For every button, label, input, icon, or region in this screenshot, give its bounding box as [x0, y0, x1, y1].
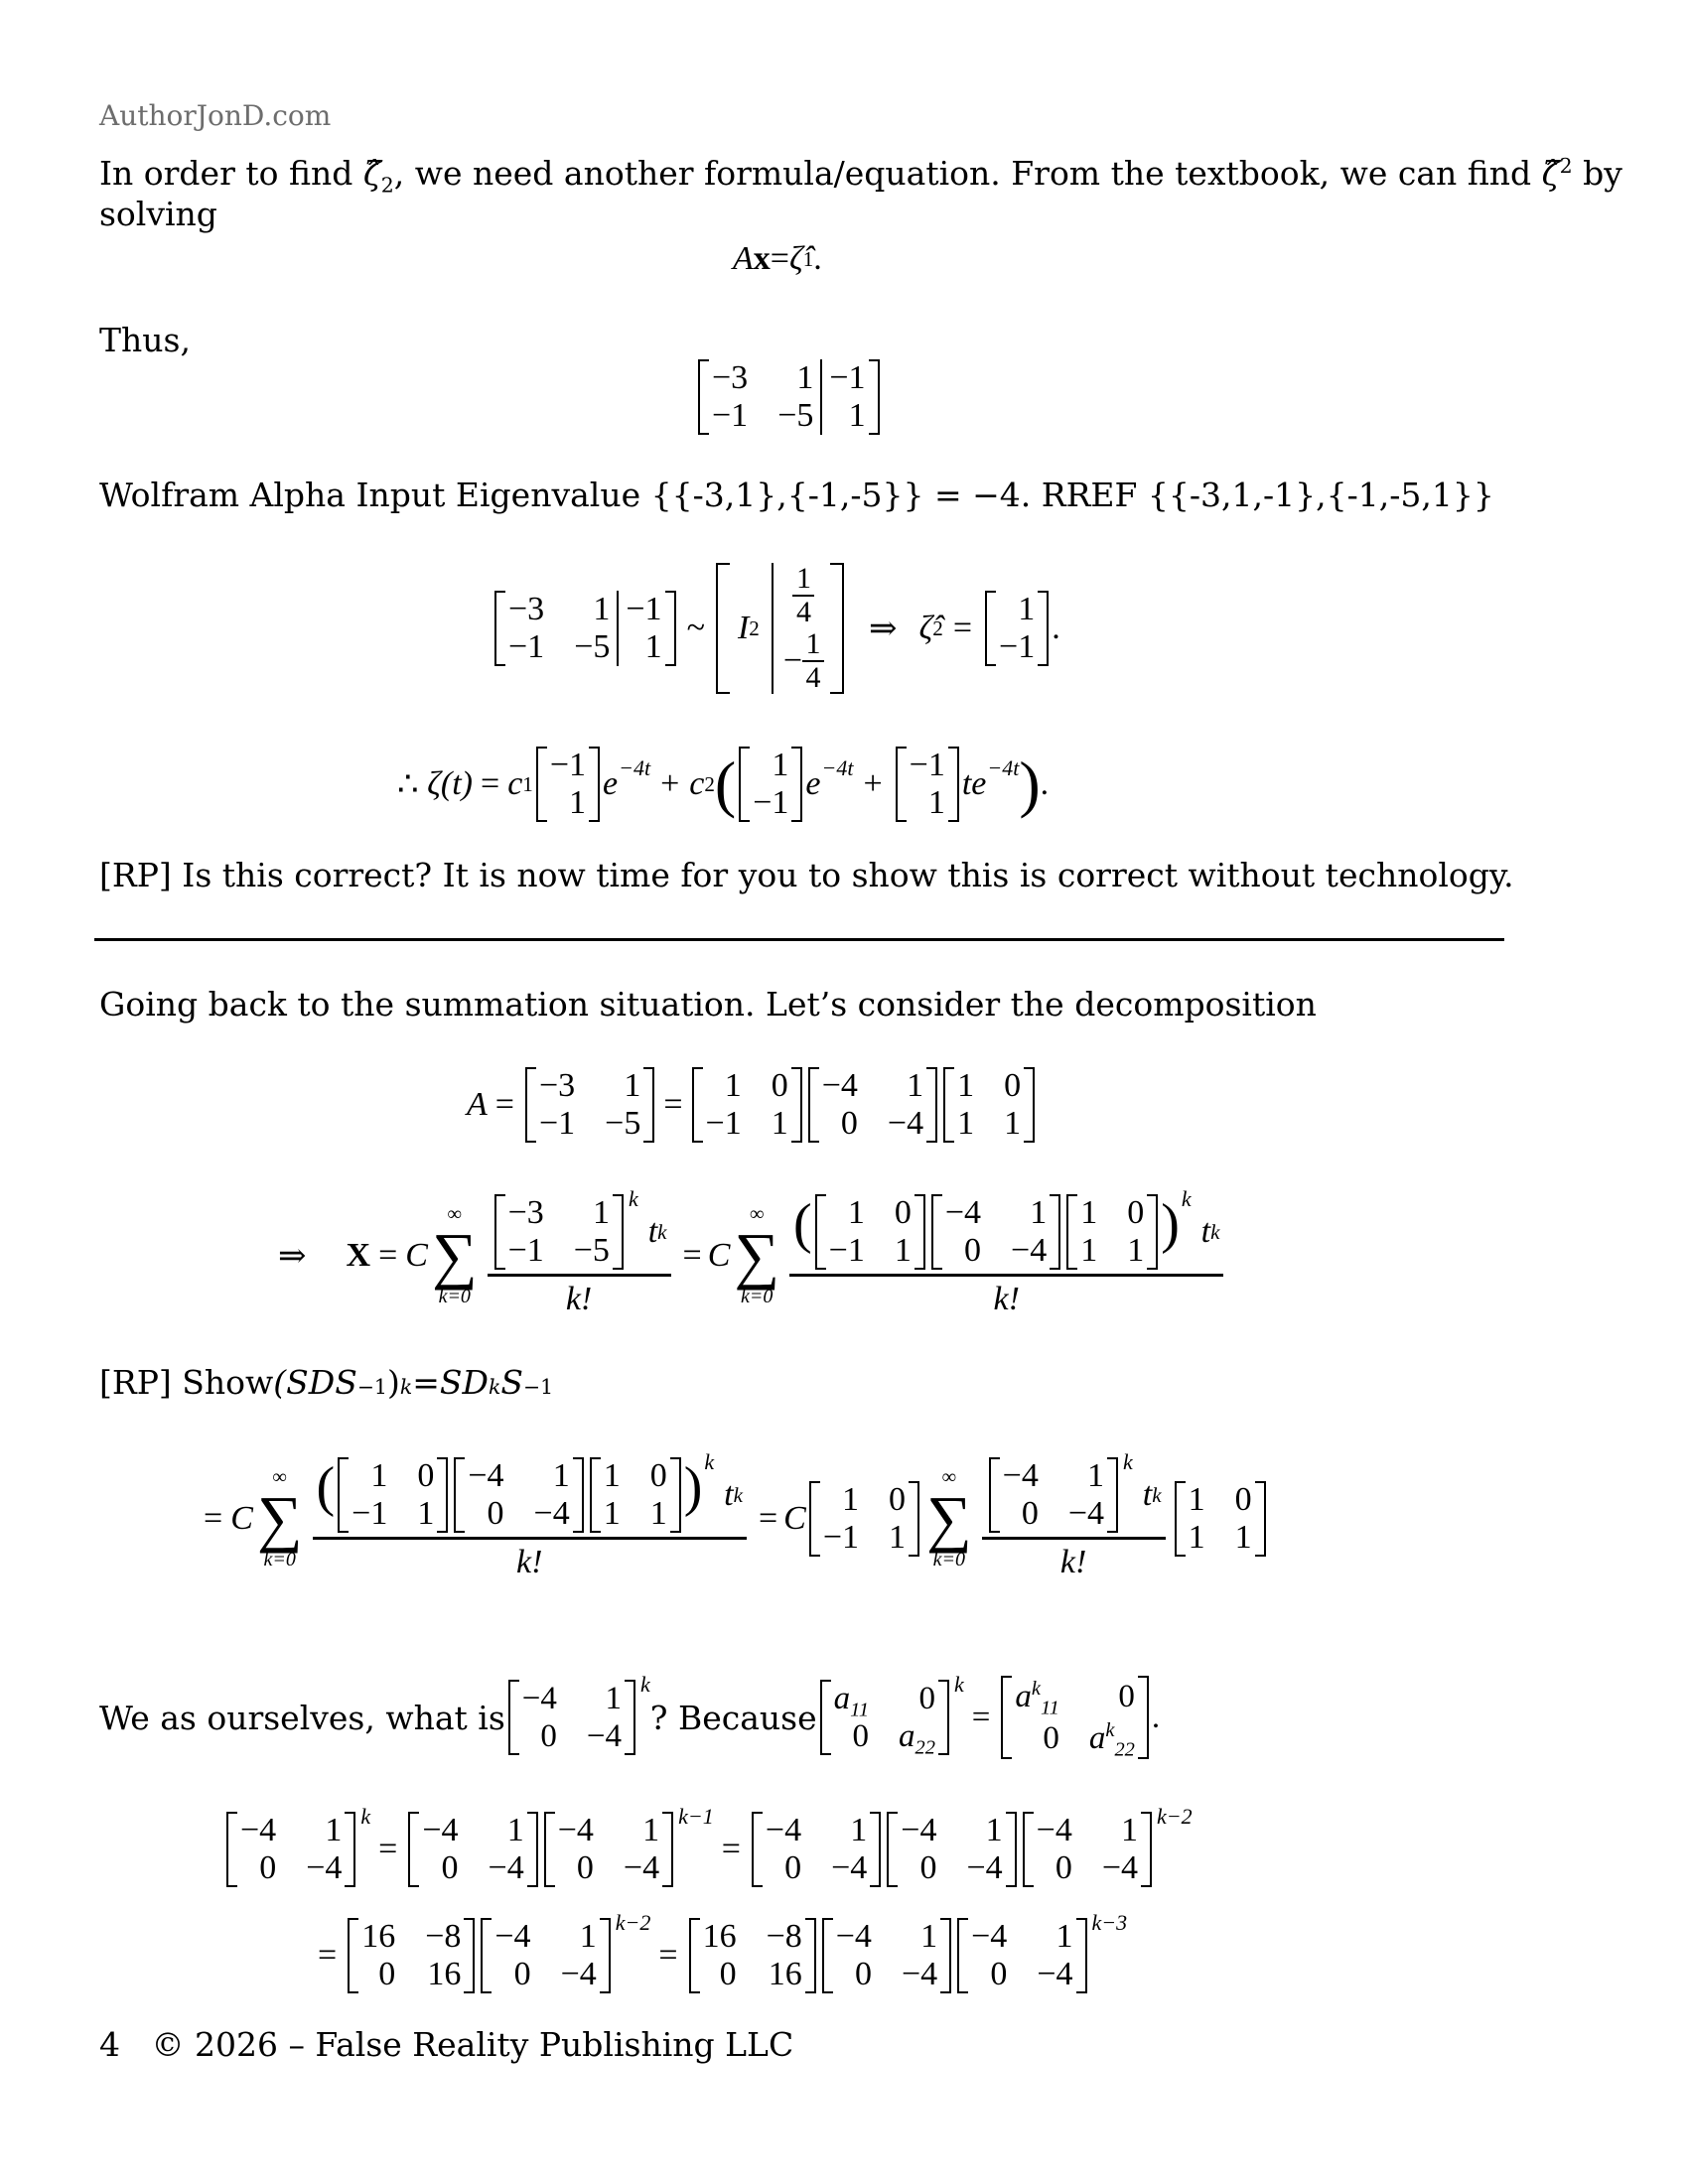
cell: 1	[920, 1918, 938, 1955]
equals: =	[770, 240, 789, 277]
var-x: x	[753, 240, 771, 277]
denominator: 4	[795, 595, 811, 628]
wolfram-note: Wolfram Alpha Input Eigenvalue {{-3,1},{-1,-5}} = −4. RREF {{-3,1,-1},{-1,-5,1}}	[99, 476, 1494, 514]
exponent: k	[1123, 1448, 1133, 1474]
summation	[926, 1466, 972, 1571]
equals: =	[682, 1237, 702, 1274]
expr: SD	[439, 1363, 489, 1402]
cell: 1	[1188, 1519, 1205, 1556]
var-t: t	[647, 1212, 658, 1250]
cell: 0	[990, 1956, 1008, 1992]
cell: −1	[705, 1105, 742, 1142]
cell: 1	[1234, 1519, 1252, 1556]
exponent: −4t	[821, 755, 854, 780]
cell: 1	[603, 1494, 621, 1532]
numerator: 1	[805, 626, 821, 660]
cell: 1	[506, 1812, 524, 1848]
cell: −4	[488, 1849, 524, 1886]
cell: −4	[1011, 1231, 1048, 1269]
a11: a	[833, 1680, 851, 1716]
intro-text: , we need another formula/equation. From the textbook, we can find	[393, 154, 1542, 193]
sigma: ∑	[734, 1220, 780, 1291]
cell: 0	[840, 1105, 858, 1142]
cell: −1	[549, 747, 587, 783]
equals: =	[658, 1937, 678, 1974]
cell: 16	[361, 1918, 396, 1955]
cell: 1	[1121, 1812, 1139, 1848]
a11: a	[1015, 1678, 1032, 1714]
cell: 1	[624, 1067, 641, 1104]
power-expansion-1	[223, 1804, 1193, 1887]
cell: 1	[417, 1494, 435, 1532]
lower-limit: k=0	[438, 1286, 471, 1307]
subscript: 11	[850, 1699, 870, 1721]
fraction: ( 1 0 −1 1 −4 1 0 −4 1 0 1 1 ) k t k k!	[789, 1194, 1223, 1318]
cell: 1	[603, 1456, 621, 1494]
sigma: ∑	[431, 1220, 478, 1291]
expr: )	[386, 1363, 400, 1402]
te: te	[961, 765, 987, 802]
var-C: C	[230, 1500, 253, 1537]
sigma: ∑	[926, 1483, 972, 1554]
cell: −3	[507, 1193, 544, 1231]
rp-text: [RP] Show	[99, 1363, 274, 1402]
cell: 0	[854, 1956, 872, 1992]
cell: −1	[829, 359, 866, 396]
cell: −1	[822, 1519, 860, 1556]
e: e	[805, 765, 821, 802]
intro-text: In order to find	[99, 154, 363, 193]
cell: 0	[540, 1717, 557, 1754]
equals: =	[494, 1086, 514, 1123]
subscript: 11	[1040, 1697, 1059, 1719]
series-equation	[278, 1186, 1229, 1325]
equals: =	[378, 1237, 398, 1274]
cell: 1	[579, 1918, 597, 1955]
period: .	[1151, 1699, 1161, 1735]
fraction: −4 1 0 −4 k t k k!	[982, 1457, 1166, 1581]
cell: −4	[835, 1918, 872, 1955]
var-A: A	[467, 1086, 488, 1123]
rp-question-2: [RP] Show (SDS −1 ) k = SD k S −1	[99, 1363, 554, 1402]
footer	[99, 2025, 793, 2065]
summation	[257, 1466, 303, 1571]
exponent: k	[953, 1672, 964, 1697]
sigma: ∑	[256, 1483, 303, 1554]
cell: −4	[306, 1849, 343, 1886]
equals: =	[412, 1363, 440, 1402]
cell: 0	[378, 1956, 396, 1992]
cell: 0	[964, 1231, 982, 1269]
cell: 1	[771, 1105, 788, 1142]
cell: −4	[1037, 1956, 1073, 1992]
subscript: 22	[1114, 1738, 1135, 1761]
cell: −4	[240, 1812, 277, 1848]
cell: 0	[259, 1849, 277, 1886]
cell: 16	[768, 1956, 802, 1992]
cell: 0	[784, 1849, 802, 1886]
period: .	[1040, 765, 1050, 802]
cell: 0	[889, 1481, 907, 1518]
superscript: k	[1105, 1718, 1115, 1741]
plus: +	[863, 765, 883, 802]
cell: 0	[649, 1456, 667, 1494]
cell: 0	[918, 1680, 935, 1716]
augmented-matrix	[695, 359, 883, 435]
cell: 1	[724, 1067, 742, 1104]
cell: 1	[889, 1519, 907, 1556]
cell: 0	[1021, 1494, 1039, 1532]
exponent: k	[640, 1672, 650, 1697]
cell: −3	[538, 1067, 576, 1104]
var-C: C	[707, 1237, 731, 1274]
cell: −5	[573, 1231, 610, 1269]
cell: 0	[576, 1849, 594, 1886]
lower-limit: k=0	[932, 1549, 966, 1570]
cell: 1	[772, 747, 789, 783]
exponent: k	[1181, 1185, 1192, 1211]
paren: )	[1161, 1192, 1180, 1255]
cell: −4	[887, 1105, 924, 1142]
cell: 0	[1234, 1481, 1252, 1518]
cell: 1	[552, 1456, 570, 1494]
subscript: 22	[914, 1736, 935, 1759]
equals: =	[721, 1831, 741, 1867]
series-equation-2	[204, 1449, 1269, 1588]
cell: 0	[417, 1456, 435, 1494]
factorial: k!	[516, 1543, 543, 1580]
cell: 1	[644, 627, 662, 665]
equation-ax: A x = ζ̂ 1 .	[733, 240, 822, 277]
cell: 0	[441, 1849, 459, 1886]
cell: 1	[1018, 590, 1036, 627]
cell: −4	[821, 1067, 858, 1104]
matrix-S	[809, 1481, 919, 1557]
therefore-symbol: ∴	[397, 766, 419, 803]
fraction: −3 1 −1 −5 k t k k!	[488, 1194, 671, 1318]
cell: 1	[957, 1067, 975, 1104]
cell: −1	[712, 397, 749, 434]
fraction: ( 1 0 −1 1 −4 1 0 −4 1 0 1 1 ) k t k k!	[313, 1457, 747, 1581]
cell: 1	[1188, 1481, 1205, 1518]
cell: −4	[422, 1812, 459, 1848]
zeta-hat: ζ̂	[788, 240, 803, 277]
paren: )	[683, 1455, 703, 1518]
cell: 1	[1030, 1193, 1048, 1231]
cell: −4	[944, 1193, 982, 1231]
matrix-S	[692, 1067, 802, 1143]
cell: 0	[919, 1849, 937, 1886]
cell: 1	[370, 1456, 388, 1494]
cell: −1	[999, 627, 1036, 665]
cell: −4	[623, 1849, 660, 1886]
exponent: k−2	[615, 1910, 651, 1935]
expr: S	[500, 1363, 523, 1402]
factorial: k!	[1059, 1543, 1087, 1580]
matrix	[698, 359, 880, 435]
matrix-D	[808, 1067, 937, 1143]
var-A: A	[733, 240, 754, 277]
cell: 1	[927, 784, 945, 821]
cell: 0	[1127, 1193, 1145, 1231]
paren: (	[714, 749, 737, 819]
cell: −3	[712, 359, 749, 396]
cell: −1	[626, 590, 662, 627]
var-X: X	[346, 1237, 371, 1274]
cell: −4	[971, 1918, 1008, 1955]
var-t: t	[724, 1475, 734, 1513]
cell: 1	[1055, 1918, 1073, 1955]
cell: −1	[352, 1494, 388, 1532]
a22: a	[1088, 1719, 1106, 1756]
cell: −4	[1002, 1456, 1039, 1494]
exponent: k	[360, 1804, 371, 1829]
expr: (SDS	[273, 1363, 357, 1402]
ask-text: ? Because	[649, 1698, 817, 1737]
cell: 1	[985, 1812, 1003, 1848]
cell: −5	[574, 627, 611, 665]
equals: =	[481, 765, 500, 802]
paren: (	[793, 1192, 812, 1255]
cell: 0	[513, 1956, 531, 1992]
var-t: t	[1142, 1475, 1153, 1513]
cell: −4	[521, 1680, 557, 1716]
cell: 1	[592, 1193, 610, 1231]
cell: −4	[1067, 1494, 1105, 1532]
cell: −1	[538, 1105, 576, 1142]
cell: 1	[850, 1812, 868, 1848]
factorial: k!	[565, 1280, 593, 1317]
c2: c	[689, 765, 705, 802]
cell: −1	[909, 747, 945, 783]
matrix-A	[525, 1067, 654, 1143]
cell: 0	[1043, 1719, 1059, 1756]
rref-matrix: I 2 1 4 − 1 4	[716, 563, 844, 694]
tilde: ~	[686, 609, 705, 646]
cell: 1	[842, 1481, 860, 1518]
equals: =	[663, 1086, 683, 1123]
cell: −4	[494, 1918, 531, 1955]
cell: −1	[828, 1231, 865, 1269]
cell: −3	[508, 590, 545, 627]
var-C: C	[405, 1237, 428, 1274]
cell: 1	[569, 784, 587, 821]
paren: (	[316, 1455, 336, 1518]
cell: −4	[560, 1956, 597, 1992]
cell: −1	[753, 784, 789, 821]
cell: −4	[533, 1494, 570, 1532]
cell: 1	[325, 1812, 343, 1848]
zeta-hat: ζ̂	[918, 609, 933, 646]
exponent: −4t	[619, 755, 651, 780]
summation	[734, 1203, 779, 1308]
cell: −4	[1036, 1812, 1072, 1848]
cell: −4	[901, 1956, 938, 1992]
diag-matrix	[820, 1680, 949, 1759]
cell: 0	[894, 1193, 912, 1231]
equals: =	[952, 609, 973, 646]
cell: −4	[831, 1849, 868, 1886]
section-divider	[94, 938, 1504, 941]
cell: 1	[1080, 1231, 1098, 1269]
cell: 1	[605, 1680, 623, 1716]
implies-arrow: ⇒	[278, 1238, 307, 1275]
cell: 0	[1055, 1849, 1072, 1886]
cell: −8	[425, 1918, 462, 1955]
equals: =	[204, 1500, 223, 1537]
upper-limit: ∞	[941, 1466, 956, 1488]
vector-1	[536, 747, 600, 822]
matrix-S-inverse	[1175, 1481, 1266, 1557]
matrix	[494, 591, 676, 666]
superscript: 2	[1559, 154, 1573, 178]
intro-line-1	[99, 154, 1622, 198]
exponent: k	[704, 1448, 715, 1474]
zeta-t: ζ(t)	[427, 765, 473, 802]
cell: 16	[427, 1956, 462, 1992]
cell: −4	[966, 1849, 1003, 1886]
intro-text: by	[1572, 154, 1622, 193]
cell: 0	[852, 1717, 870, 1754]
factorial: k!	[993, 1280, 1020, 1317]
plus: +	[660, 765, 680, 802]
exponent: k−1	[678, 1804, 714, 1829]
matrix-S-inverse	[943, 1067, 1035, 1143]
cell: 1	[796, 359, 814, 396]
equals: =	[378, 1831, 398, 1867]
thus-label: Thus,	[99, 321, 191, 359]
cell: 1	[847, 1193, 865, 1231]
exponent: k−2	[1157, 1804, 1193, 1829]
cell: −8	[766, 1918, 802, 1955]
zeta-hat: ζ̂	[1541, 154, 1560, 193]
equals: =	[318, 1937, 338, 1974]
summation	[432, 1203, 478, 1308]
a22: a	[899, 1717, 915, 1754]
site-header: AuthorJonD.com	[99, 99, 332, 132]
cell: 1	[1004, 1105, 1022, 1142]
cell: 1	[907, 1067, 924, 1104]
cell: −4	[765, 1812, 802, 1848]
matrix-D	[508, 1680, 635, 1755]
intro-line-2: solving	[99, 195, 217, 233]
cell: 1	[1080, 1193, 1098, 1231]
cell: −4	[1101, 1849, 1139, 1886]
cell: 1	[894, 1231, 912, 1269]
upper-limit: ∞	[272, 1466, 287, 1488]
var-C: C	[783, 1500, 806, 1537]
cell: −5	[777, 397, 814, 434]
cell: 1	[642, 1812, 660, 1848]
period: .	[1052, 609, 1060, 646]
vector-3	[896, 747, 959, 822]
question-line	[99, 1673, 1160, 1762]
superscript: k	[1031, 1677, 1041, 1700]
cell: 1	[593, 590, 611, 627]
lower-limit: k=0	[263, 1549, 296, 1570]
decomposition-equation	[467, 1067, 1038, 1143]
upper-limit: ∞	[447, 1203, 462, 1225]
cell: −1	[507, 1231, 544, 1269]
e: e	[603, 765, 619, 802]
diag-matrix-power	[1001, 1676, 1149, 1759]
implies-arrow: ⇒	[869, 610, 898, 647]
cell: −4	[586, 1717, 623, 1754]
equals: =	[971, 1699, 991, 1735]
zeta-hat: ζ̂	[362, 154, 381, 193]
cell: 0	[1004, 1067, 1022, 1104]
cell: −4	[468, 1456, 504, 1494]
paren: )	[1019, 749, 1041, 819]
var-t: t	[1200, 1212, 1211, 1250]
copyright: © 2026 – False Reality Publishing LLC	[151, 2025, 794, 2064]
exponent: −4t	[987, 755, 1020, 780]
numerator: 1	[795, 561, 811, 595]
denominator: 4	[805, 660, 821, 694]
result-vector	[985, 591, 1049, 666]
equals: =	[758, 1500, 778, 1537]
cell: 0	[719, 1956, 737, 1992]
cell: 0	[487, 1494, 504, 1532]
power-expansion-2	[318, 1910, 1128, 1993]
section2-intro: Going back to the summation situation. Let’s consider the decomposition	[99, 985, 1317, 1024]
cell: 1	[649, 1494, 667, 1532]
subscript: 2	[380, 173, 394, 198]
cell: −5	[605, 1105, 641, 1142]
identity: I	[737, 609, 750, 646]
cell: 16	[702, 1918, 737, 1955]
cell: 1	[1087, 1456, 1105, 1494]
exponent: k	[628, 1185, 638, 1211]
lower-limit: k=0	[741, 1286, 774, 1307]
cell: 1	[957, 1105, 975, 1142]
c1: c	[507, 765, 523, 802]
rref-equation: −3 1 −1 −5 −1 1 ~ I 2 1 4 − 1 4 ⇒ ζ̂ 2 = 1 −1 .	[492, 556, 1060, 700]
rp-question-1: [RP] Is this correct? It is now time for you to show this is correct without technology.	[99, 856, 1514, 894]
cell: −4	[557, 1812, 594, 1848]
upper-limit: ∞	[750, 1203, 765, 1225]
cell: 0	[1118, 1678, 1135, 1714]
cell: −4	[901, 1812, 937, 1848]
page-number: 4	[99, 2025, 120, 2064]
vector-2	[739, 747, 802, 822]
period: .	[813, 240, 822, 277]
cell: 0	[771, 1067, 788, 1104]
cell: 1	[848, 397, 866, 434]
general-solution: ∴ ζ(t) = c 1 −1 1 e −4t + c 2 ( 1 −1 e −4t + −1 1 te −4t ) .	[397, 747, 1050, 821]
ask-text: We as ourselves, what is	[99, 1698, 505, 1737]
cell: −1	[508, 627, 545, 665]
exponent: k−3	[1091, 1910, 1128, 1935]
minus: −	[782, 641, 803, 679]
cell: 1	[1127, 1231, 1145, 1269]
